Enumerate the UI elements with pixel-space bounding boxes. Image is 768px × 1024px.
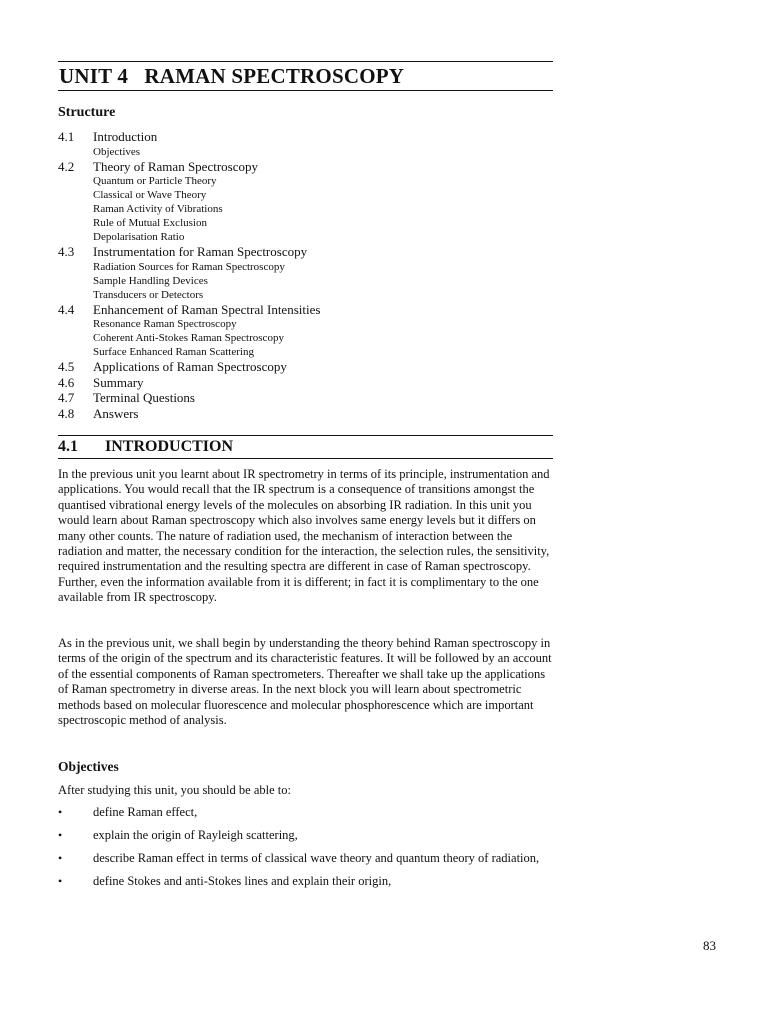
toc-section: [58, 390, 553, 406]
toc-section-title: Summary: [93, 374, 144, 390]
toc-section-title: Answers: [93, 405, 139, 421]
toc-section: [58, 129, 553, 145]
unit-title: UNIT 4 RAMAN SPECTROSCOPY: [59, 64, 405, 88]
bullet-icon: •: [58, 805, 63, 819]
toc-subsection: Coherent Anti-Stokes Raman Spectroscopy: [93, 332, 284, 344]
objective-item: [58, 851, 555, 866]
objective-text: define Stokes and anti-Stokes lines and explain their origin,: [93, 873, 392, 888]
objective-item: [58, 805, 555, 820]
toc-section: [58, 406, 553, 422]
toc-section-title: Enhancement of Raman Spectral Intensities: [93, 301, 321, 317]
toc-section-number: 4.4: [58, 301, 75, 317]
toc-section-number: 4.5: [58, 359, 75, 374]
toc-section-number: 4.2: [58, 158, 75, 174]
toc-subsection: Raman Activity of Vibrations: [93, 203, 223, 215]
toc-section-number: 4.8: [58, 405, 75, 421]
toc-section: [58, 302, 553, 318]
table-of-contents: [58, 129, 553, 421]
section-heading-introduction: [58, 438, 233, 456]
objectives-list: [58, 805, 555, 897]
toc-subsection: Transducers or Detectors: [93, 288, 204, 301]
objective-item: [58, 828, 555, 843]
objective-text: describe Raman effect in terms of classical wave theory and quantum theory of radiation,: [93, 850, 540, 865]
bullet-icon: •: [58, 873, 63, 888]
toc-section-number: 4.6: [58, 374, 75, 390]
toc-subsection: Rule of Mutual Exclusion: [93, 217, 207, 229]
toc-section: [58, 359, 553, 375]
toc-section: [58, 159, 553, 175]
toc-subsection: Quantum or Particle Theory: [93, 175, 217, 187]
toc-section: [58, 375, 553, 391]
toc-subsection: Radiation Sources for Raman Spectroscopy: [93, 260, 285, 273]
toc-subsection: Classical or Wave Theory: [93, 189, 207, 201]
objective-item: [58, 874, 555, 889]
bullet-icon: •: [58, 850, 63, 865]
section-top-rule: [58, 435, 553, 436]
toc-subsection: Surface Enhanced Raman Scattering: [93, 346, 254, 358]
intro-paragraph-2: As in the previous unit, we shall begin by understanding the theory behind Raman spectroscopy in terms of the origin of the spectrum and its characteristic features. It will be followed by an account of the essential components of Raman spectrometers. Thereafter we shall take up the applications of Raman spectrometry in diverse areas. In the next block you will learn about spectrometric methods based on molecular fluorescence and molecular phosphorescence which are important spectroscopic method of analysis.: [58, 636, 552, 728]
objectives-heading: Objectives: [58, 759, 119, 774]
section-number: 4.1: [58, 438, 78, 455]
section-bottom-rule: [58, 458, 553, 459]
objectives-intro: After studying this unit, you should be able to:: [58, 783, 291, 797]
toc-section-title: Introduction: [93, 129, 158, 144]
toc-section-number: 4.3: [58, 244, 75, 259]
section-title: INTRODUCTION: [105, 438, 234, 455]
bullet-icon: •: [58, 827, 63, 842]
toc-section-number: 4.1: [58, 129, 75, 144]
structure-heading: Structure: [58, 105, 116, 120]
objective-text: define Raman effect,: [93, 805, 198, 819]
objective-text: explain the origin of Rayleigh scattering,: [93, 827, 298, 842]
toc-subsection: Objectives: [93, 145, 141, 158]
toc-section-title: Instrumentation for Raman Spectroscopy: [93, 244, 308, 259]
toc-section-title: Theory of Raman Spectroscopy: [93, 158, 258, 174]
toc-section-title: Applications of Raman Spectroscopy: [93, 359, 287, 374]
toc-section-title: Terminal Questions: [93, 390, 195, 405]
title-bottom-rule: [58, 90, 553, 91]
toc-subsection: Depolarisation Ratio: [93, 231, 185, 243]
toc-section: [58, 244, 553, 260]
toc-subsection: Sample Handling Devices: [93, 274, 208, 287]
title-top-rule: [58, 61, 553, 62]
intro-paragraph-1: In the previous unit you learnt about IR spectrometry in terms of its principle, instrumentation and applications. You would recall that the IR spectrum is a consequence of transitions amongst the quantised vibrational energy levels of the molecules on absorbing IR radiation. In this unit you would learn about Raman spectroscopy which also involves same energy levels but it differs on many other counts. The nature of radiation used, the mechanism of interaction between the radiation and matter, the necessary condition for the interaction, the selection rules, the sensitivity, required instrumentation and the resulting spectra are different in case of Raman spectroscopy. Further, even the information available from it is different; in fact it is complimentary to the one available from IR spectroscopy.: [58, 467, 550, 605]
toc-subsection: Resonance Raman Spectroscopy: [93, 318, 237, 330]
toc-section-number: 4.7: [58, 390, 75, 405]
page-number: 83: [703, 938, 716, 953]
